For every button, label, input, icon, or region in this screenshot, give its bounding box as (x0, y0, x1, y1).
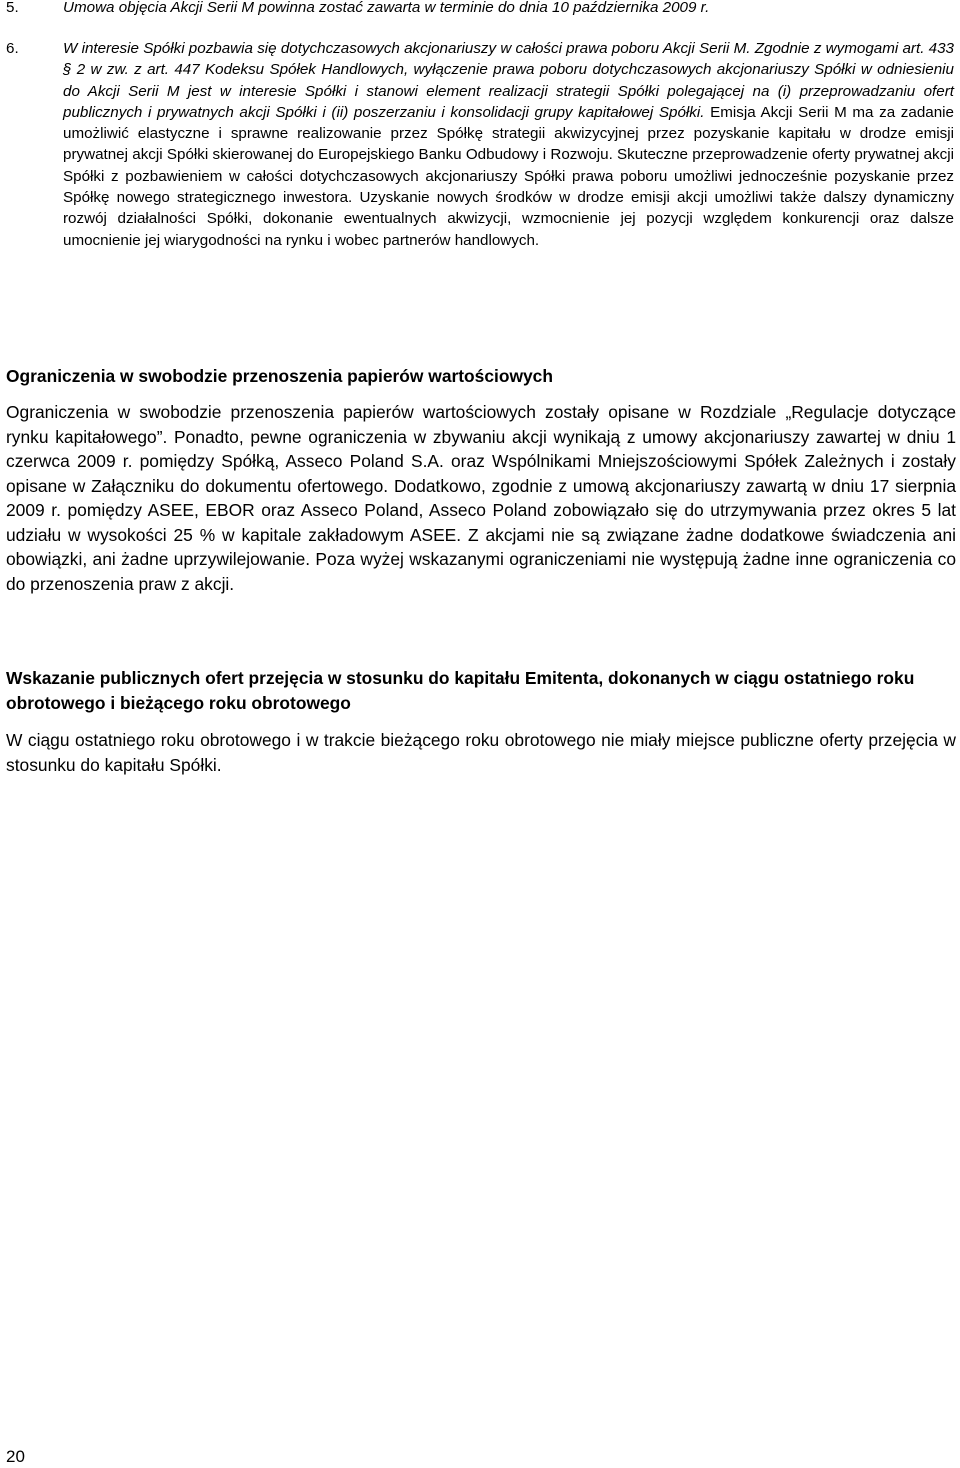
section-heading-transfer-restrictions: Ograniczenia w swobodzie przenoszenia papierów wartościowych (6, 366, 553, 386)
list-item-body (63, 38, 954, 251)
list-item-number: 6. (6, 40, 19, 57)
section-heading-takeover-offers: Wskazanie publicznych ofert przejęcia w stosunku do kapitału Emitenta, dokonanych w ciągu ostatniego roku obrotowego i bieżącego roku obrotowego (6, 668, 915, 713)
list-item-text-regular: Emisja Akcji Serii M ma za zadanie umożliwić elastyczne i sprawne realizowanie przez Spółkę strategii akwizycyjnej przez pozyskanie kapitału w drodze emisji prywatnej akcji Spółki skierowanej do Europejskiego Banku Odbudowy i Rozwoju. Skuteczne przeprowadzenie oferty prywatnej akcji Spółki z pozbawieniem w całości dotychczasowych akcjonariuszy Spółki prawa poboru umożliwi jednocześnie pozyskanie przez Spółkę nowego strategicznego inwestora. Uzyskanie nowych środków w drodze emisji akcji umożliwi także dalszy dynamiczny rozwój działalności Spółki, dokonanie ewentualnych akwizycji, wzmocnienie jej pozycji względem konkurencji oraz dalsze umocnienie jej wiarygodności na rynku i wobec partnerów handlowych. (63, 103, 954, 249)
list-item-text-italic: W interesie Spółki pozbawia się dotychczasowych akcjonariuszy w całości prawa poboru Akcji Serii M. Zgodnie z wymogami art. 433 § 2 w zw. z art. 447 Kodeksu Spółek Handlowych, wyłączenie prawa poboru dotychczasowych akcjonariuszy Spółki w odniesieniu do Akcji Serii M jest w interesie Spółki i stanowi element realizacji strategii Spółki polegającej na (i) przeprowadzaniu ofert publicznych i prywatnych akcji Spółki i (ii) poszerzaniu i konsolidacji grupy kapitałowej Spółki. (63, 40, 954, 121)
section-paragraph-transfer-restrictions: Ograniczenia w swobodzie przenoszenia papierów wartościowych zostały opisane w Rozdziale „Regulacje dotyczące rynku kapitałowego”. Ponadto, pewne ograniczenia w zbywaniu akcji wynikają z umowy akcjonariuszy zawartej w dniu 1 czerwca 2009 r. pomiędzy Spółką, Asseco Poland S.A. oraz Wspólnikami Mniejszościowymi Spółek Zależnych i zostały opisane w Załączniku do dokumentu ofertowego. Dodatkowo, zgodnie z umową akcjonariuszy zawartą w dniu 17 sierpnia 2009 r. pomiędzy ASEE, EBOR oraz Asseco Poland, Asseco Poland zobowiązało się do utrzymywania przez okres 5 lat udziału w wysokości 25 % w kapitale zakładowym ASEE. Z akcjami nie są związane żadne dodatkowe świadczenia ani obowiązki, ani żadne uprzywilejowanie. Poza wyżej wskazanymi ograniczeniami nie występują żadne inne ograniczenia co do przenoszenia praw z akcji. (6, 402, 956, 594)
list-item-5 (6, 0, 954, 18)
list-item-6 (6, 38, 954, 251)
list-item-number: 5. (6, 0, 19, 16)
list-item-text: Umowa objęcia Akcji Serii M powinna zostać zawarta w terminie do dnia 10 października 2009 r. (63, 0, 710, 16)
section-paragraph-takeover-offers: W ciągu ostatniego roku obrotowego i w trakcie bieżącego roku obrotowego nie miały miejsce publiczne oferty przejęcia w stosunku do kapitału Spółki. (6, 730, 956, 775)
page-number: 20 (6, 1447, 25, 1466)
list-item-body (63, 0, 954, 18)
